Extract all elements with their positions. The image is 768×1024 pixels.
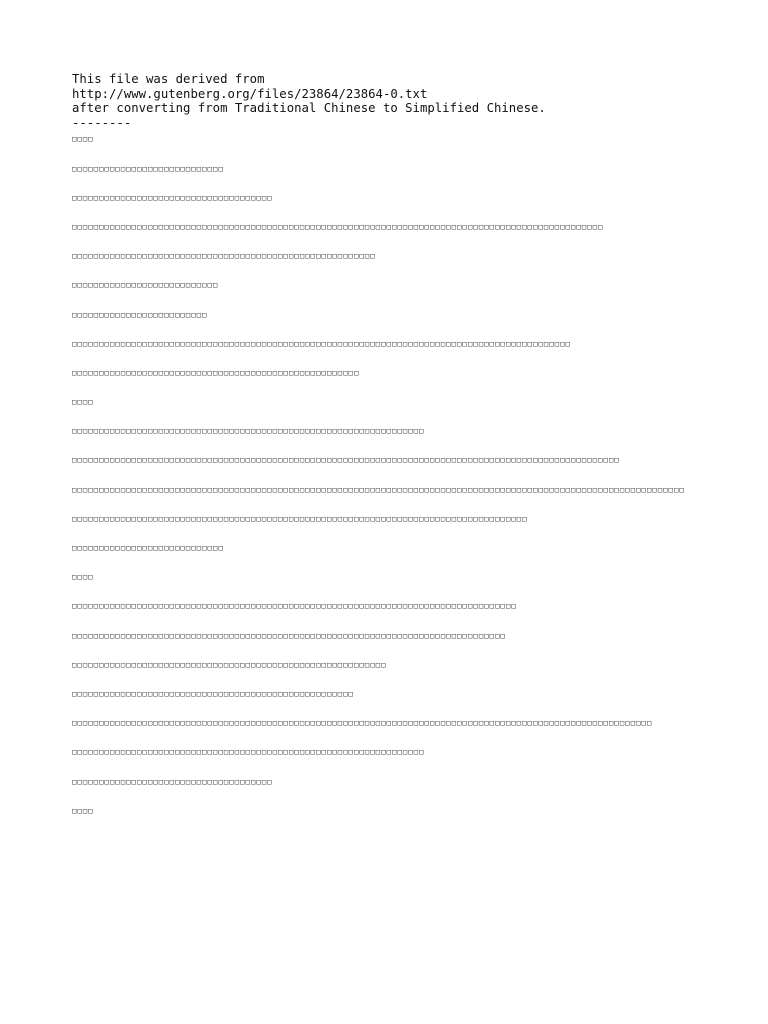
- paragraph-text: □□□□□□□□□□□□□□□□□□□□□□□□□□□□□□□□□□□□□□□□□□□□□□□□□□□□□□□□□□□□□□□□□□□□□□□□□□□□□□□□□□□□□□□□□□□□: [72, 339, 572, 348]
- paragraph: [72, 308, 712, 323]
- paragraph-text: □□□□□□□□□□□□□□□□□□□□□□□□□□□□□□□□□□□□□□□□□□□□□□□□□□□□□□□□□□□□□□□□□□□□□□□□□□□□□□□□□□□□□□□□□□□□□□□□□□□□□□□□□□□: [72, 719, 653, 728]
- paragraph-text: □□□□□□□□□□□□□□□□□□□□□□□□□□□□□□□□□□□□□□□□□□□□□□□□□□□□□□□□□□□□□□□□□□□□□□□□□□□□□□□□□□□□□□□□□□□□□□□□□□□□□: [72, 456, 620, 465]
- paragraph: [72, 716, 712, 731]
- paragraph: [72, 804, 712, 819]
- paragraph-text: □□□□□□□□□□□□□□□□□□□□□□□□□□□□□□□□□□□□□□□□□□□□□□□□□□□□□□□□□□□□□□□□□□□□□□□□□□□□□□□□□□: [72, 602, 517, 611]
- source-note-line: This file was derived from: [72, 72, 265, 86]
- paragraph: [72, 366, 712, 381]
- source-url-line: http://www.gutenberg.org/files/23864/23864-0.txt: [72, 86, 428, 101]
- paragraph: [72, 132, 712, 147]
- paragraph-text: □□□□□□□□□□□□□□□□□□□□□□□□□□□□□□□□□□□□□: [72, 193, 273, 202]
- paragraph-text: □□□□□□□□□□□□□□□□□□□□□□□□□□□□□□□□□□□□□□□□□□□□□□□□□□□□□□□□□□□□□□□□□□□□□□□□□□□□□□□□□□□□□□□□□□□□□□□□□□□□□□□□□□□□□□□□□: [72, 485, 685, 494]
- paragraph-text: □□□□: [72, 806, 94, 815]
- paragraph-text: □□□□□□□□□□□□□□□□□□□□□□□□□□□□□□□□□□□□□□□□□□□□□□□□□□□□□□□□□□□□□□□□□□□□□□□□□□□□□□□□□□□□: [72, 514, 528, 523]
- paragraph: [72, 687, 712, 702]
- paragraph: [72, 191, 712, 206]
- paragraph-text: □□□□□□□□□□□□□□□□□□□□□□□□□□□□: [72, 544, 224, 552]
- paragraph: [72, 424, 712, 439]
- paragraph: [72, 483, 712, 498]
- document-body: [72, 132, 712, 818]
- paragraph-text: □□□□□□□□□□□□□□□□□□□□□□□□□□□□□□□□□□□□□□□□□□□□□□□□□□□□□□□□□□□□□□□□□□□□□□□□□□□□□□□□: [72, 631, 506, 640]
- paragraph: [72, 220, 712, 235]
- paragraph-text: □□□□: [72, 573, 94, 582]
- paragraph: [72, 541, 712, 556]
- paragraph-text: □□□□□□□□□□□□□□□□□□□□□□□□□□□□□□□□□□□□□: [72, 777, 273, 786]
- paragraph-text: □□□□□□□□□□□□□□□□□□□□□□□□□□□□□□□□□□□□□□□□□□□□□□□□□□□□: [72, 689, 355, 698]
- document-header: [72, 72, 712, 130]
- paragraph-text: □□□□□□□□□□□□□□□□□□□□□□□□□: [72, 310, 208, 319]
- paragraph-text: □□□□□□□□□□□□□□□□□□□□□□□□□□□□□□□□□□□□□□□□□□□□□□□□□□□□□□□□□□□□□□□□□□□□□□□□□□□□□□□□□□□□□□□□□□□□□□□□□□: [72, 222, 604, 231]
- paragraph: [72, 599, 712, 614]
- paragraph: [72, 745, 712, 760]
- paragraph: [72, 337, 712, 352]
- paragraph-text: □□□□□□□□□□□□□□□□□□□□□□□□□□□□□□□□□□□□□□□□□□□□□□□□□□□□□□□□□□□□□□□□□: [72, 427, 425, 436]
- paragraph: [72, 278, 712, 293]
- paragraph: [72, 629, 712, 644]
- paragraph-text: □□□□□□□□□□□□□□□□□□□□□□□□□□□□: [72, 164, 224, 173]
- paragraph-text: □□□□□□□□□□□□□□□□□□□□□□□□□□□□□□□□□□□□□□□□□□□□□□□□□□□□□□□□: [72, 252, 376, 261]
- paragraph: [72, 570, 712, 585]
- conversion-note-line: after converting from Traditional Chinese to Simplified Chinese.: [72, 101, 546, 116]
- paragraph: [72, 395, 712, 410]
- paragraph-text: □□□□□□□□□□□□□□□□□□□□□□□□□□□□□□□□□□□□□□□□□□□□□□□□□□□□□□□□□□: [72, 660, 387, 669]
- paragraph: [72, 162, 712, 177]
- separator-line: --------: [72, 115, 132, 130]
- paragraph-text: □□□□□□□□□□□□□□□□□□□□□□□□□□□□□□□□□□□□□□□□□□□□□□□□□□□□□□□□□□□□□□□□□: [72, 748, 425, 757]
- paragraph: [72, 658, 712, 673]
- paragraph-text: □□□□: [72, 398, 94, 407]
- paragraph: [72, 775, 712, 790]
- paragraph: [72, 512, 712, 527]
- paragraph-text: □□□□□□□□□□□□□□□□□□□□□□□□□□□□□□□□□□□□□□□□□□□□□□□□□□□□□: [72, 368, 360, 377]
- paragraph-text: □□□□□□□□□□□□□□□□□□□□□□□□□□□: [72, 281, 219, 290]
- paragraph: [72, 249, 712, 264]
- paragraph: [72, 453, 712, 468]
- document-page: [72, 72, 712, 833]
- paragraph-text: □□□□: [72, 135, 94, 144]
